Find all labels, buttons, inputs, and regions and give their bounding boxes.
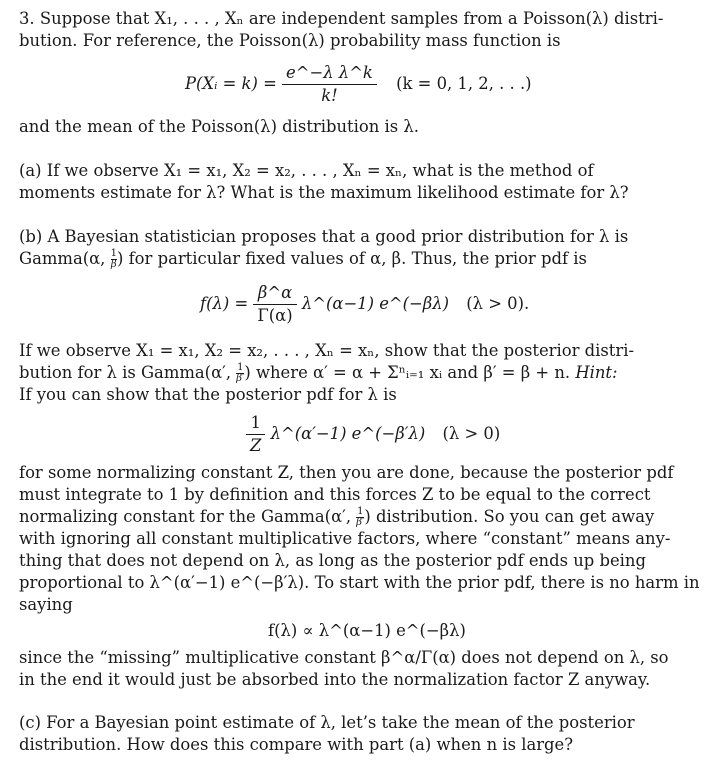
part-b-para-4: with ignoring all constant multiplicative factors, where “constant” means any- [19, 529, 671, 548]
part-b-para-3-end: ) distribution. So you can get away [364, 507, 655, 526]
part-b-line-5: If you can show that the posterior pdf for λ is [19, 385, 397, 404]
posterior-fraction [246, 412, 265, 457]
part-b-para-3 [19, 506, 695, 528]
prior-lhs: f(λ) = [200, 294, 249, 313]
part-a-line-2: moments estimate for λ? What is the maximum likelihood estimate for λ? [19, 183, 629, 202]
pmf-denominator: k! [282, 84, 377, 107]
posterior-denominator: Z [246, 434, 265, 457]
prior-pdf-equation [200, 282, 529, 327]
posterior-condition: (λ > 0) [442, 424, 501, 443]
gamma-scale-num: 1 [110, 248, 117, 259]
gamma-scale-den: β [110, 259, 117, 270]
part-b-para-6 [19, 572, 700, 594]
prior-denominator: Γ(α) [253, 304, 296, 327]
problem-intro-line-1: 3. Suppose that X₁, . . . , Xₙ are independent samples from a Poisson(λ) distri- [19, 9, 664, 28]
part-b-line-4 [19, 362, 695, 384]
part-b-line-2 [19, 248, 695, 270]
part-b-closing-2: in the end it would just be absorbed into the normalization factor Z anyway. [19, 670, 651, 689]
part-b-line-4-mid: ) where α′ = α + Σⁿᵢ₌₁ xᵢ and β′ = β + n. [244, 363, 571, 382]
part-b-closing-1: since the “missing” multiplicative constant β^α/Γ(α) does not depend on λ, so [19, 648, 669, 667]
part-b-para-5: thing that does not depend on λ, as long as the posterior pdf ends up being [19, 551, 646, 570]
part-b-para-2: must integrate to 1 by definition and this forces Z to be equal to the correct [19, 485, 651, 504]
part-b-line-3: If we observe X₁ = x₁, X₂ = x₂, . . . , Xₙ = xₙ, show that the posterior distri- [19, 341, 635, 360]
hint-label: Hint: [575, 363, 618, 382]
pmf-lhs: P(Xᵢ = k) = [185, 74, 277, 93]
posterior-scale-num: 1 [237, 362, 244, 373]
prior-condition: (λ > 0). [466, 294, 530, 313]
prior-fraction [253, 282, 296, 327]
gamma-posterior-num: 1 [357, 506, 364, 517]
gamma-posterior-den: β′ [356, 517, 365, 528]
pmf-numerator: e^−λ λ^k [286, 63, 373, 82]
part-b-line-2-end: ) for particular fixed values of α, β. Thus, the prior pdf is [117, 249, 587, 268]
part-b-para-6-start: proportional to λ^(α′−1) e^(−β′λ). [19, 573, 310, 592]
part-b-para-6-end: To start with the prior pdf, there is no harm in [314, 573, 700, 592]
part-b-para-1: for some normalizing constant Z, then you are done, because the posterior pdf [19, 463, 674, 482]
part-b-para-7: saying [19, 595, 73, 614]
proportional-prior-equation: f(λ) ∝ λ^(α−1) e^(−βλ) [268, 621, 466, 640]
pmf-condition: (k = 0, 1, 2, . . .) [396, 74, 532, 93]
part-b-line-2-start: Gamma(α, [19, 249, 106, 268]
posterior-pdf-equation [246, 412, 500, 457]
prior-rhs: λ^(α−1) e^(−βλ) [301, 294, 450, 313]
posterior-numerator: 1 [250, 413, 261, 432]
problem-intro-line-3: and the mean of the Poisson(λ) distribution is λ. [19, 117, 419, 136]
part-b-line-4-start: bution for λ is Gamma(α′, [19, 363, 232, 382]
part-c-line-1: (c) For a Bayesian point estimate of λ, let’s take the mean of the posterior [19, 713, 635, 732]
part-b-line-1: (b) A Bayesian statistician proposes that a good prior distribution for λ is [19, 227, 629, 246]
part-b-para-3-start: normalizing constant for the Gamma(α′, [19, 507, 352, 526]
pmf-fraction [282, 62, 377, 107]
posterior-rhs: λ^(α′−1) e^(−β′λ) [270, 424, 426, 443]
part-c-line-2: distribution. How does this compare with part (a) when n is large? [19, 735, 574, 754]
posterior-scale-den: β′ [236, 373, 245, 384]
part-a-line-1: (a) If we observe X₁ = x₁, X₂ = x₂, . . . , Xₙ = xₙ, what is the method of [19, 161, 594, 180]
problem-intro-line-2: bution. For reference, the Poisson(λ) probability mass function is [19, 31, 561, 50]
prior-numerator: β^α [257, 283, 293, 302]
poisson-pmf-equation [185, 62, 532, 107]
